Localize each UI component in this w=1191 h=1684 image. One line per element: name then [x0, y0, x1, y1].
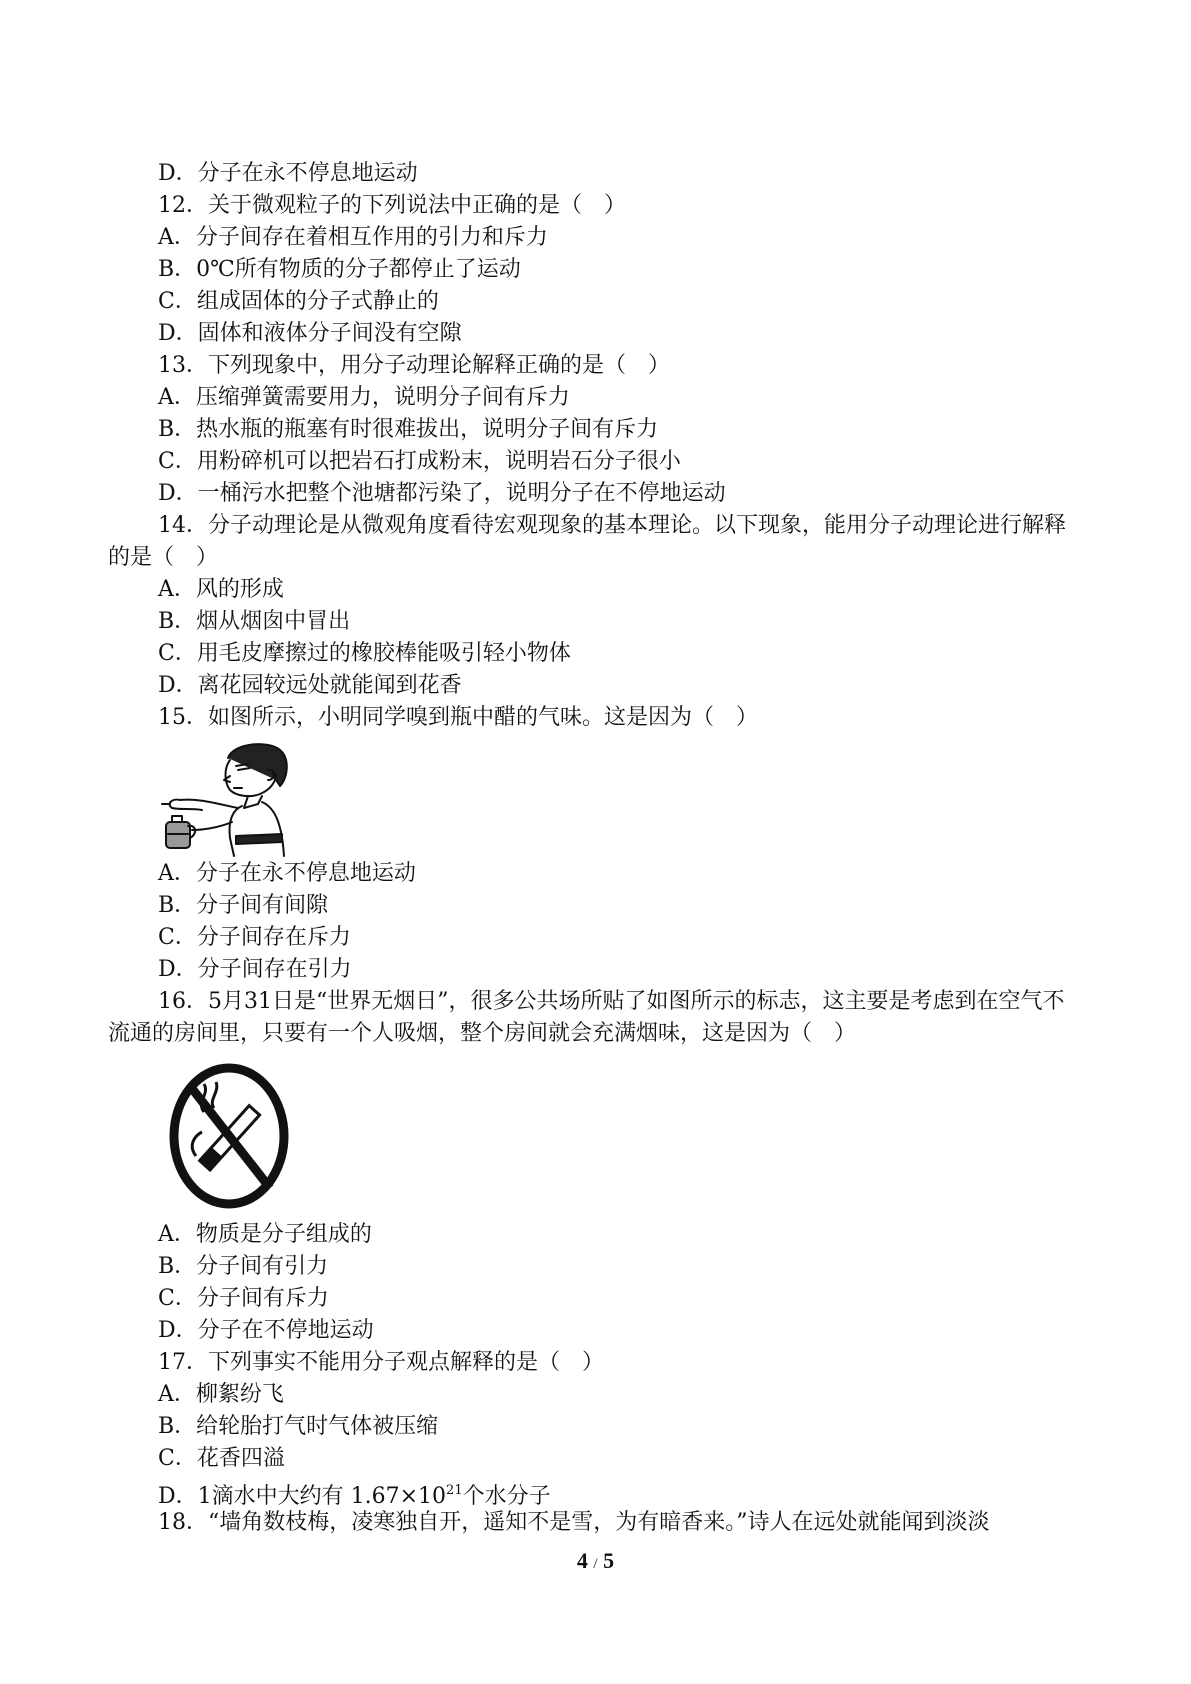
option-13b: B．热水瓶的瓶塞有时很难拔出，说明分子间有斥力 — [158, 417, 659, 442]
option-15d: D．分子间存在引力 — [158, 957, 352, 982]
page-total: 5 — [603, 1548, 615, 1573]
question-13: 13．下列现象中，用分子动理论解释正确的是（ ） — [158, 353, 670, 378]
option-14c: C．用毛皮摩擦过的橡胶棒能吸引轻小物体 — [158, 641, 571, 666]
option-16a: A．物质是分子组成的 — [158, 1222, 372, 1247]
option-13c: C．用粉碎机可以把岩石打成粉末，说明岩石分子很小 — [158, 449, 681, 474]
question-18: 18．“墙角数枝梅，凌寒独自开，遥知不是雪，为有暗香来。”诗人在远处就能闻到淡淡 — [158, 1510, 990, 1535]
question-16-text: 16．5月31日是“世界无烟日”，很多公共场所贴了如图所示的标志，这主要是考虑到在空气不流通的房间里，只要有一个人吸烟，整个房间就会充满烟味，这是因为（ ） — [108, 989, 1065, 1046]
question-list — [108, 158, 1083, 1539]
question-15: 15．如图所示，小明同学嗅到瓶中醋的气味。这是因为（ ） — [158, 705, 758, 730]
option-17c: C．花香四溢 — [158, 1446, 285, 1471]
option-14a: A．风的形成 — [158, 577, 284, 602]
boy-smelling-bottle-figure — [158, 738, 308, 858]
no-smoking-icon — [166, 1058, 296, 1213]
option-15c: C．分子间存在斥力 — [158, 925, 351, 950]
option-11d: D．分子在永不停息地运动 — [158, 161, 418, 186]
option-16d: D．分子在不停地运动 — [158, 1318, 374, 1343]
option-12b: B．0℃所有物质的分子都停止了运动 — [158, 257, 521, 282]
question-14 — [108, 510, 1083, 574]
option-16b: B．分子间有引力 — [158, 1254, 329, 1279]
option-15b: B．分子间有间隙 — [158, 893, 329, 918]
option-12d: D．固体和液体分子间没有空隙 — [158, 321, 462, 346]
question-17: 17．下列事实不能用分子观点解释的是（ ） — [158, 1350, 604, 1375]
option-13d: D．一桶污水把整个池塘都污染了，说明分子在不停地运动 — [158, 481, 726, 506]
option-12c: C．组成固体的分子式静止的 — [158, 289, 439, 314]
option-17d-suffix: 个水分子 — [462, 1484, 551, 1509]
boy-smelling-bottle-icon — [158, 738, 308, 858]
option-14b: B．烟从烟囱中冒出 — [158, 609, 351, 634]
page-separator: / — [593, 1556, 598, 1572]
question-14-text: 14．分子动理论是从微观角度看待宏观现象的基本理论。以下现象，能用分子动理论进行解释的是（ ） — [108, 513, 1066, 570]
option-16c: C．分子间有斥力 — [158, 1286, 329, 1311]
option-17a: A．柳絮纷飞 — [158, 1382, 284, 1407]
question-12: 12．关于微观粒子的下列说法中正确的是（ ） — [158, 193, 626, 218]
option-14d: D．离花园较远处就能闻到花香 — [158, 673, 462, 698]
option-17d-text: D．1滴水中大约有 1.67×10 — [158, 1484, 447, 1509]
option-12a: A．分子间存在着相互作用的引力和斥力 — [158, 225, 548, 250]
option-13a: A．压缩弹簧需要用力，说明分子间有斥力 — [158, 385, 570, 410]
no-smoking-figure — [166, 1058, 296, 1213]
option-17d-exponent: 21 — [446, 1483, 463, 1498]
option-15a: A．分子在永不停息地运动 — [158, 861, 416, 886]
option-17d — [108, 1475, 1083, 1507]
option-17b: B．给轮胎打气时气体被压缩 — [158, 1414, 439, 1439]
question-16 — [108, 986, 1083, 1050]
page-current: 4 — [576, 1548, 588, 1573]
page-number — [0, 1548, 1191, 1574]
